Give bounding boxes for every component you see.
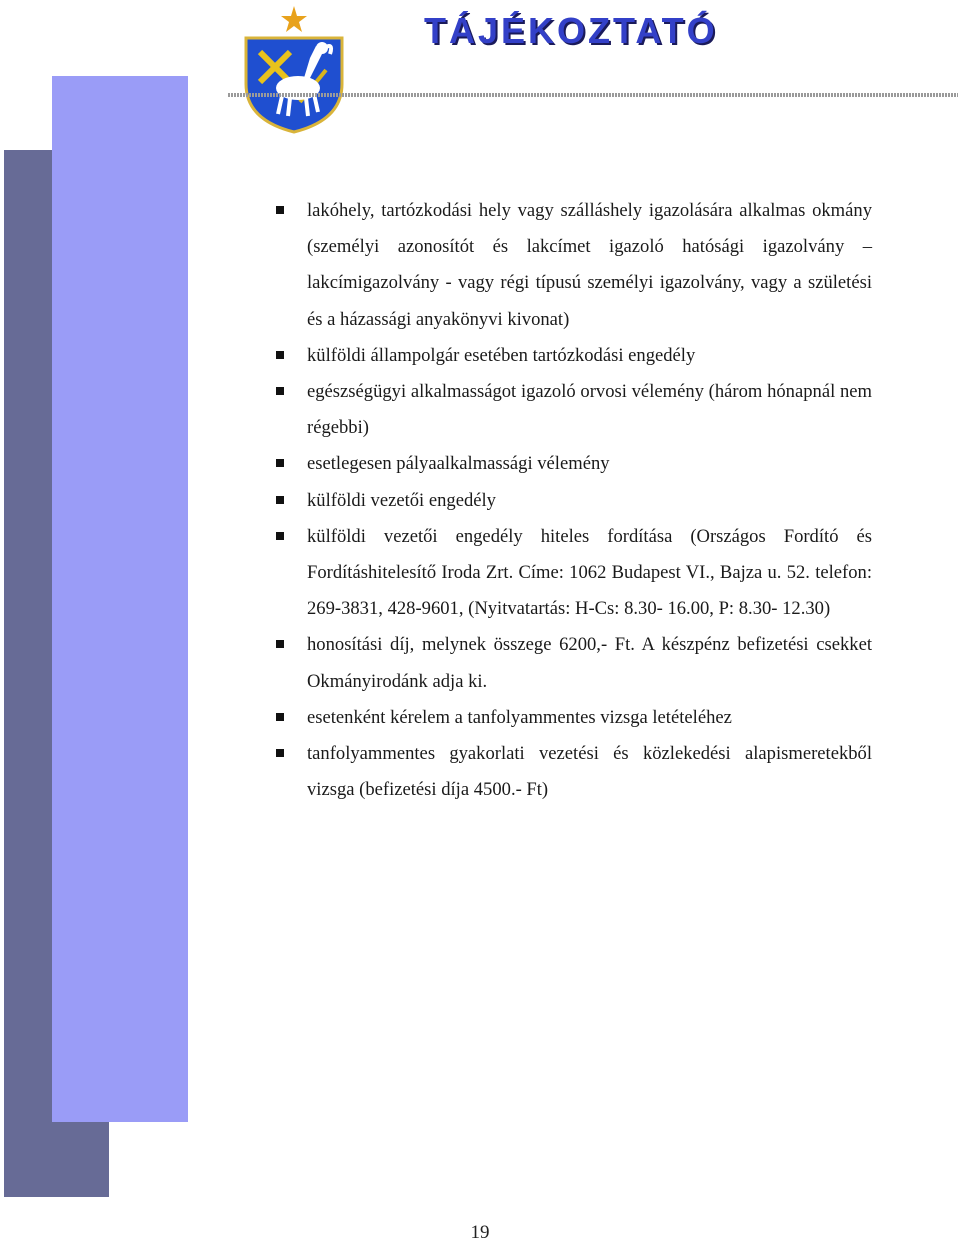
- decorative-band-light: [52, 76, 188, 1122]
- list-item: [272, 338, 872, 374]
- list-item-text: külföldi vezetői engedély: [307, 489, 496, 511]
- square-bullet-icon: [276, 496, 284, 504]
- list-item: [272, 193, 872, 338]
- coat-of-arms-goat-icon: [238, 2, 348, 137]
- list-item: [272, 736, 872, 808]
- square-bullet-icon: [276, 206, 284, 214]
- list-item: [272, 483, 872, 519]
- square-bullet-icon: [276, 713, 284, 721]
- list-item: [272, 519, 872, 628]
- list-item-text: külföldi állampolgár esetében tartózkodási engedély: [307, 344, 696, 366]
- square-bullet-icon: [276, 351, 284, 359]
- square-bullet-icon: [276, 640, 284, 648]
- list-item: [272, 627, 872, 699]
- header-divider: [228, 93, 958, 97]
- list-item-text: egészségügyi alkalmasságot igazoló orvosi vélemény (három hónapnál nem régebbi): [307, 381, 872, 439]
- list-item: [272, 446, 872, 482]
- list-item-text: lakóhely, tartózkodási hely vagy szálláshely igazolására alkalmas okmány (személyi azonosítót és lakcímet igazoló hatósági igazolvány –lakcímigazolvány - vagy régi típusú személyi igazolvány, vagy a születési és a házassági anyakönyvi kivonat): [307, 200, 872, 330]
- requirements-list: [272, 193, 872, 808]
- list-item-text: tanfolyammentes gyakorlati vezetési és közlekedési alapismeretekből vizsga (befizetési díja 4500.- Ft): [307, 743, 872, 801]
- square-bullet-icon: [276, 387, 284, 395]
- list-item-text: honosítási díj, melynek összege 6200,- Ft. A készpénz befizetési csekket Okmányirodánk adja ki.: [307, 634, 872, 692]
- square-bullet-icon: [276, 459, 284, 467]
- list-item-text: esetenként kérelem a tanfolyammentes vizsga letételéhez: [307, 706, 732, 728]
- list-item: [272, 700, 872, 736]
- list-item: [272, 374, 872, 446]
- page-title: TÁJÉKOZTATÓ: [424, 10, 718, 51]
- square-bullet-icon: [276, 749, 284, 757]
- square-bullet-icon: [276, 532, 284, 540]
- list-item-text: külföldi vezetői engedély hiteles fordítása (Országos Fordító és Fordításhitelesítő Iroda Zrt. Címe: 1062 Budapest VI., Bajza u. 52. telefon: 269-3831, 428-9601, (Nyitvatartás: H-Cs: 8.30- 16.00, P: 8.30- 12.30): [307, 525, 872, 620]
- list-item-text: esetlegesen pályaalkalmassági vélemény: [307, 453, 610, 475]
- page-number: 19: [470, 1222, 490, 1243]
